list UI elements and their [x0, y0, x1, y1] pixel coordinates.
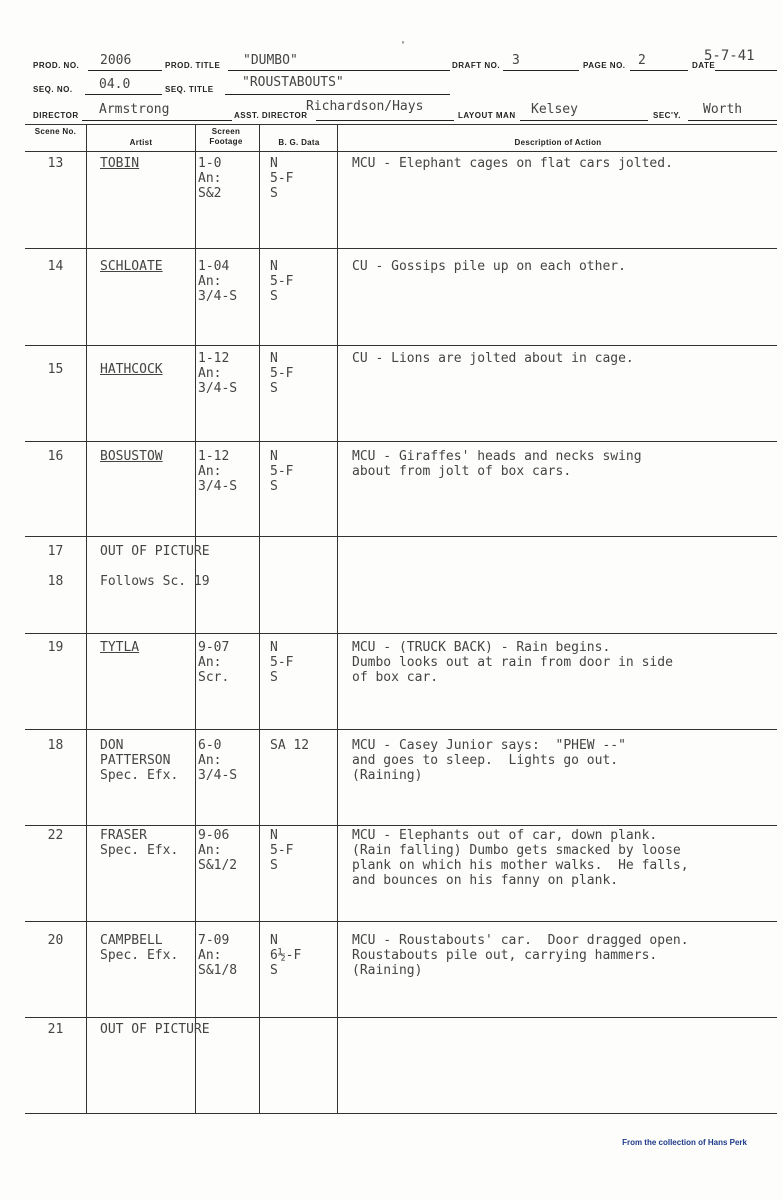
scene-number: 18 [47, 738, 64, 753]
screen-footage: 6-0 An: 3/4-S [198, 738, 238, 783]
page-no-label: PAGE NO. [583, 61, 626, 70]
col-footage-header: Screen Footage [209, 127, 243, 146]
scene-number: 19 [47, 640, 64, 655]
seq-title-label: SEQ. TITLE [165, 85, 214, 94]
scene-number: 22 [47, 828, 64, 843]
col-scene-header: Scene No. [34, 127, 77, 136]
prod-no-value: 2006 [100, 53, 132, 68]
seq-no-value: 04.0 [99, 77, 131, 92]
screen-footage: 1-0 An: S&2 [198, 156, 222, 201]
artist-name: CAMPBELL Spec. Efx. [100, 933, 179, 963]
action-description: CU - Lions are jolted about in cage. [352, 351, 634, 366]
action-description: MCU - Giraffes' heads and necks swing about from jolt of box cars. [352, 449, 642, 479]
artist-name: DON PATTERSON Spec. Efx. [100, 738, 179, 783]
scene-number: 13 [47, 156, 64, 171]
scene-number: 15 [47, 362, 64, 377]
artist-name: FRASER Spec. Efx. [100, 828, 179, 858]
bg-data: N 5-F S [270, 156, 294, 201]
artist-name: OUT OF PICTURE [100, 544, 210, 559]
artist-name: TOBIN [100, 156, 140, 171]
bg-data: N 5-F S [270, 351, 294, 396]
action-description: MCU - Casey Junior says: "PHEW --" and goes to sleep. Lights go out. (Raining) [352, 738, 626, 783]
col-artist-header: Artist [129, 138, 153, 147]
secy-label: SEC'Y. [653, 111, 682, 120]
scene-number: 20 [47, 933, 64, 948]
layout-man-label: LAYOUT MAN [458, 111, 516, 120]
action-description: MCU - (TRUCK BACK) - Rain begins. Dumbo looks out at rain from door in side of box car. [352, 640, 673, 685]
prod-title-value: "DUMBO" [243, 53, 298, 68]
action-description: MCU - Elephant cages on flat cars jolted. [352, 156, 673, 171]
artist-name: TYTLA [100, 640, 140, 655]
bg-data: N 5-F S [270, 259, 294, 304]
prod-title-label: PROD. TITLE [165, 61, 221, 70]
bg-data: SA 12 [270, 738, 310, 753]
tick-mark: ' [400, 40, 407, 51]
layout-man-value: Kelsey [531, 102, 578, 117]
scene-number: 21 [47, 1022, 64, 1037]
bg-data: N 5-F S [270, 828, 294, 873]
screen-footage: 1-12 An: 3/4-S [198, 351, 238, 396]
action-description: CU - Gossips pile up on each other. [352, 259, 626, 274]
screen-footage: 7-09 An: S&1/8 [198, 933, 238, 978]
secy-value: Worth [703, 102, 743, 117]
bg-data: N 5-F S [270, 449, 294, 494]
draft-no-label: DRAFT NO. [452, 61, 501, 70]
screen-footage: 9-07 An: Scr. [198, 640, 230, 685]
artist-name: BOSUSTOW [100, 449, 163, 464]
draft-no-value: 3 [512, 53, 520, 68]
scene-number: 16 [47, 449, 64, 464]
screen-footage: 1-12 An: 3/4-S [198, 449, 238, 494]
screen-footage: 9-06 An: S&1/2 [198, 828, 238, 873]
seq-no-label: SEQ. NO. [33, 85, 73, 94]
bg-data: N 5-F S [270, 640, 294, 685]
col-bg-header: B. G. Data [278, 138, 320, 147]
director-value: Armstrong [99, 102, 170, 117]
artist-name: SCHLOATE [100, 259, 163, 274]
seq-title-value: "ROUSTABOUTS" [242, 75, 344, 90]
asst-director-label: ASST. DIRECTOR [234, 111, 308, 120]
date-value: 5-7-41 [704, 48, 755, 64]
scene-number: 17 [47, 544, 64, 559]
prod-no-label: PROD. NO. [33, 61, 80, 70]
director-label: DIRECTOR [33, 111, 79, 120]
screen-footage: 1-04 An: 3/4-S [198, 259, 238, 304]
col-desc-header: Description of Action [514, 138, 602, 147]
artist-name: HATHCOCK [100, 362, 163, 377]
date-label: DATE [692, 61, 716, 70]
scene-number: 18 [47, 574, 64, 589]
action-description: MCU - Elephants out of car, down plank. (Rain falling) Dumbo gets smacked by loose plank on which his mother walks. He falls, and bounces on his fanny on plank. [352, 828, 689, 888]
action-description: MCU - Roustabouts' car. Door dragged open. Roustabouts pile out, carrying hammers. (Raining) [352, 933, 689, 978]
scene-number: 14 [47, 259, 64, 274]
artist-name: OUT OF PICTURE [100, 1022, 210, 1037]
bg-data: N 6½-F S [270, 933, 302, 978]
collection-credit: From the collection of Hans Perk [622, 1138, 747, 1147]
artist-name: Follows Sc. 19 [100, 574, 210, 589]
page-no-value: 2 [638, 53, 646, 68]
asst-director-value: Richardson/Hays [306, 99, 424, 114]
